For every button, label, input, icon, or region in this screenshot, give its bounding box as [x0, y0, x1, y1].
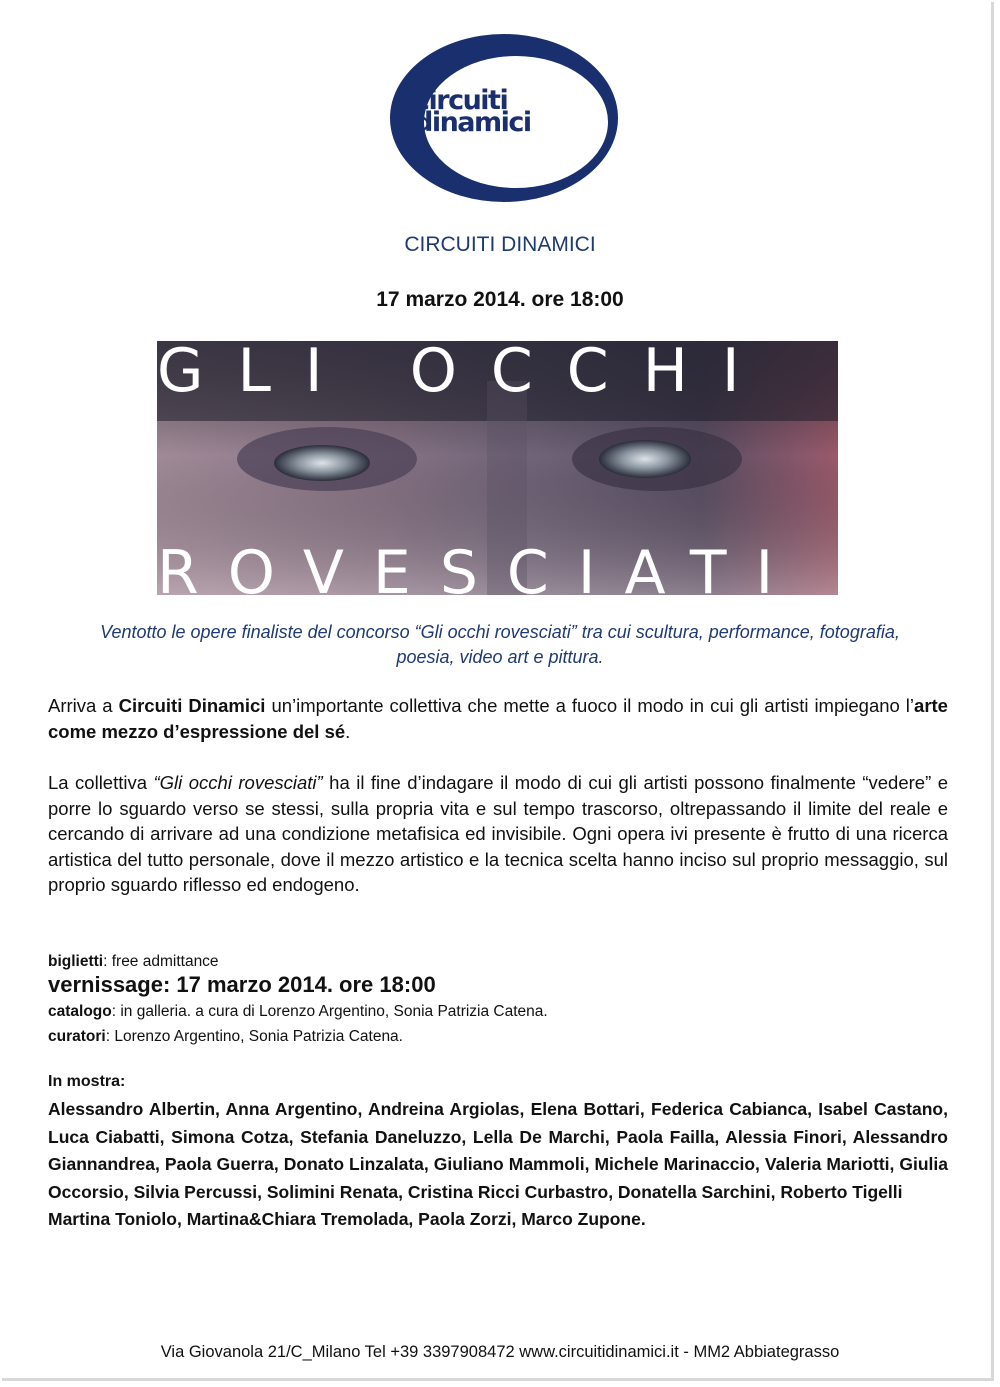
paragraph-1: [48, 693, 948, 744]
p1-text-e: .: [345, 720, 351, 742]
catalogue-value: : in galleria. a cura di Lorenzo Argentino, Sonia Patrizia Catena.: [111, 1003, 548, 1020]
intro-text: Ventotto le opere finaliste del concorso “Gli occhi rovesciati” tra cui scultura, performance, fotografia, poesia, video art e pittura.: [100, 622, 900, 667]
p2-exhibition-title: “Gli occhi rovesciati”: [153, 772, 323, 793]
tickets-value: : free admittance: [103, 953, 219, 970]
curators-info: [48, 1028, 948, 1046]
curators-label: curatori: [48, 1028, 106, 1045]
curators-value: : Lorenzo Argentino, Sonia Patrizia Catena.: [105, 1028, 403, 1045]
artists-last: Martina Toniolo, Martina&Chiara Tremolada, Paola Zorzi, Marco Zupone.: [48, 1209, 646, 1229]
p2-text-c: ha il fine d’indagare il modo di cui gli artisti possono finalmente “vedere” e porre lo sguardo verso se stessi, sulla propria vita e sul tempo trascorso, oltrepassando il limite del reale e cercando di arrivare ad una condizione metafisica ed invisibile. Ogni opera ivi presente è frutto di una ricerca artistica del tutto personale, dove il mezzo artistico e la tecnica scelta hanno inciso sul proprio messaggio, sul proprio sguardo riflesso ed endogeno.: [48, 772, 948, 895]
org-title: CIRCUITI DINAMICI: [404, 233, 596, 256]
artists-main: Alessandro Albertin, Anna Argentino, Andreina Argiolas, Elena Bottari, Federica Cabianca, Isabel Castano, Luca Ciabatti, Simona Cotza, Stefania Daneluzzo, Lella De Marchi, Paola Failla, Alessia Finori, Alessandro Giannandrea, Paola Guerra, Donato Linzalata, Giuliano Mammoli, Michele Marinaccio, Valeria Mariotti, Giulia Occorsio, Silvia Percussi, Solimini Renata, Cristina Ricci Curbastro, Donatella Sarchini, Roberto Tigelli: [48, 1099, 948, 1202]
logo-word-dinamici: dinamici: [414, 107, 531, 138]
tickets-info: [48, 953, 948, 971]
footer-contact: Via Giovanola 21/C_Milano Tel +39 3397908472 www.circuitidinamici.it - MM2 Abbiategrasso: [160, 1343, 840, 1361]
catalogue-label: catalogo: [48, 1003, 112, 1020]
banner-title-line2: ROVESCIATI: [157, 538, 803, 608]
paragraph-2: [48, 770, 948, 898]
catalogue-info: [48, 1003, 948, 1021]
exhibitors-heading: In mostra:: [48, 1073, 126, 1090]
artists-list: [48, 1096, 948, 1234]
circuiti-dinamici-logo: [388, 30, 624, 210]
tickets-label: biglietti: [48, 953, 104, 970]
p1-venue: Circuiti Dinamici: [118, 695, 266, 716]
p1-text-a: Arriva a: [48, 695, 119, 716]
p1-emphasis: arte come mezzo d’espressione del sé: [48, 695, 948, 742]
vernissage-info: vernissage: 17 marzo 2014. ore 18:00: [48, 972, 436, 997]
logo-word-circuiti: circuiti: [414, 85, 508, 116]
p1-text-c: un’importante collettiva che mette a fuoco il modo in cui gli artisti impiegano l’: [265, 695, 915, 716]
p2-text-a: La collettiva: [48, 772, 154, 793]
banner-title-line1: GLI OCCHI: [157, 336, 774, 406]
event-date: 17 marzo 2014. ore 18:00: [376, 288, 624, 311]
